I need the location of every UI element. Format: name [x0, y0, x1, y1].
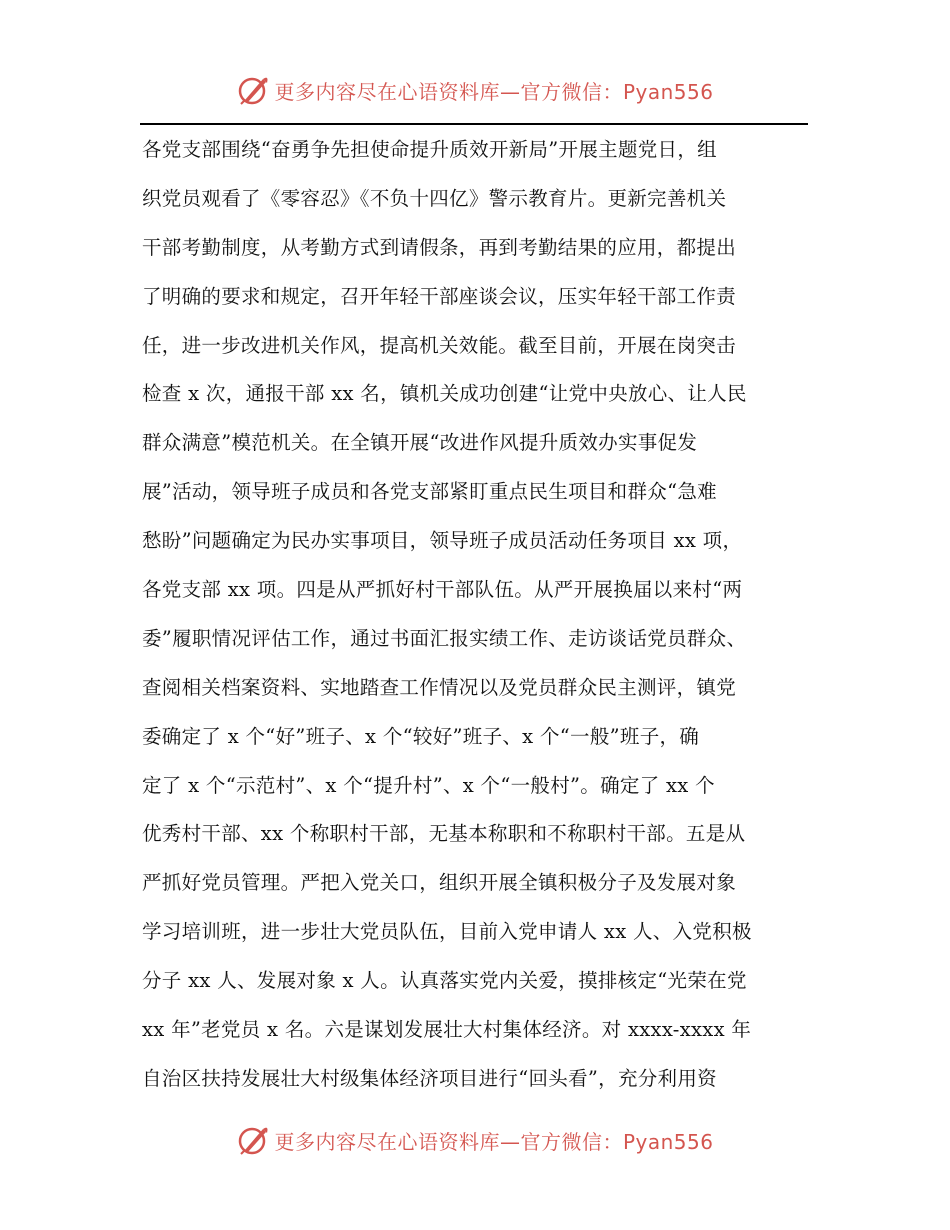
- text-line: 分子 xx 人、发展对象 x 人。认真落实党内关爱，摸排核定“光荣在党: [142, 969, 747, 993]
- text-line: 各党支部围绕“奋勇争先担使命提升质效开新局”开展主题党日，组: [142, 138, 717, 161]
- text-line: 委确定了 x 个“好”班子、x 个“较好”班子、x 个“一般”班子，确: [142, 724, 700, 748]
- text-line: 优秀村干部、xx 个称职村干部，无基本称职和不称职村干部。五是从: [142, 822, 746, 846]
- text-line: 干部考勤制度，从考勤方式到请假条，再到考勤结果的应用，都提出: [142, 235, 737, 259]
- text-line: 群众满意”模范机关。在全镇开展“改进作风提升质效办实事促发: [142, 431, 698, 455]
- text-line: 定了 x 个“示范村”、x 个“提升村”、x 个“一般村”。确定了 xx 个: [142, 773, 715, 797]
- text-line: 任，进一步改进机关作风，提高机关效能。截至目前，开展在岗突击: [142, 333, 737, 357]
- text-line: 学习培训班，进一步壮大党员队伍，目前入党申请人 xx 人、入党积极: [142, 920, 752, 944]
- document-body: [142, 126, 810, 1104]
- header-watermark: [0, 68, 950, 112]
- footer-watermark: [0, 1118, 950, 1162]
- text-line: 织党员观看了《零容忍》《不负十四亿》警示教育片。更新完善机关: [142, 186, 727, 210]
- text-line: 查阅相关档案资料、实地踏查工作情况以及党员群众民主测评，镇党: [142, 675, 737, 699]
- text-line: 委”履职情况评估工作，通过书面汇报实绩工作、走访谈话党员群众、: [142, 626, 747, 650]
- text-line: 各党支部 xx 项。四是从严抓好村干部队伍。从严开展换届以来村“两: [142, 578, 743, 602]
- text-line: 愁盼”问题确定为民办实事项目，领导班子成员活动任务项目 xx 项，: [142, 529, 743, 553]
- text-line: 严抓好党员管理。严把入党关口，组织开展全镇积极分子及发展对象: [142, 871, 737, 895]
- text-line: 了明确的要求和规定，召开年轻干部座谈会议，压实年轻干部工作责: [142, 284, 737, 308]
- text-line: 展”活动，领导班子成员和各党支部紧盯重点民生项目和群众“急难: [142, 480, 717, 504]
- text-line: 检查 x 次，通报干部 xx 名，镇机关成功创建“让党中央放心、让人民: [142, 382, 747, 406]
- quill-logo-icon: [236, 73, 270, 107]
- quill-logo-icon: [236, 1123, 270, 1157]
- text-line: 自治区扶持发展壮大村级集体经济项目进行“回头看”，充分利用资: [142, 1066, 717, 1090]
- header-rule: [140, 123, 808, 125]
- header-watermark-text: 更多内容尽在心语资料库—官方微信：Pyan556: [274, 79, 714, 104]
- text-line: xx 年”老党员 x 名。六是谋划发展壮大村集体经济。对 xxxx-xxxx 年: [142, 1018, 752, 1042]
- footer-watermark-text: 更多内容尽在心语资料库—官方微信：Pyan556: [274, 1129, 714, 1154]
